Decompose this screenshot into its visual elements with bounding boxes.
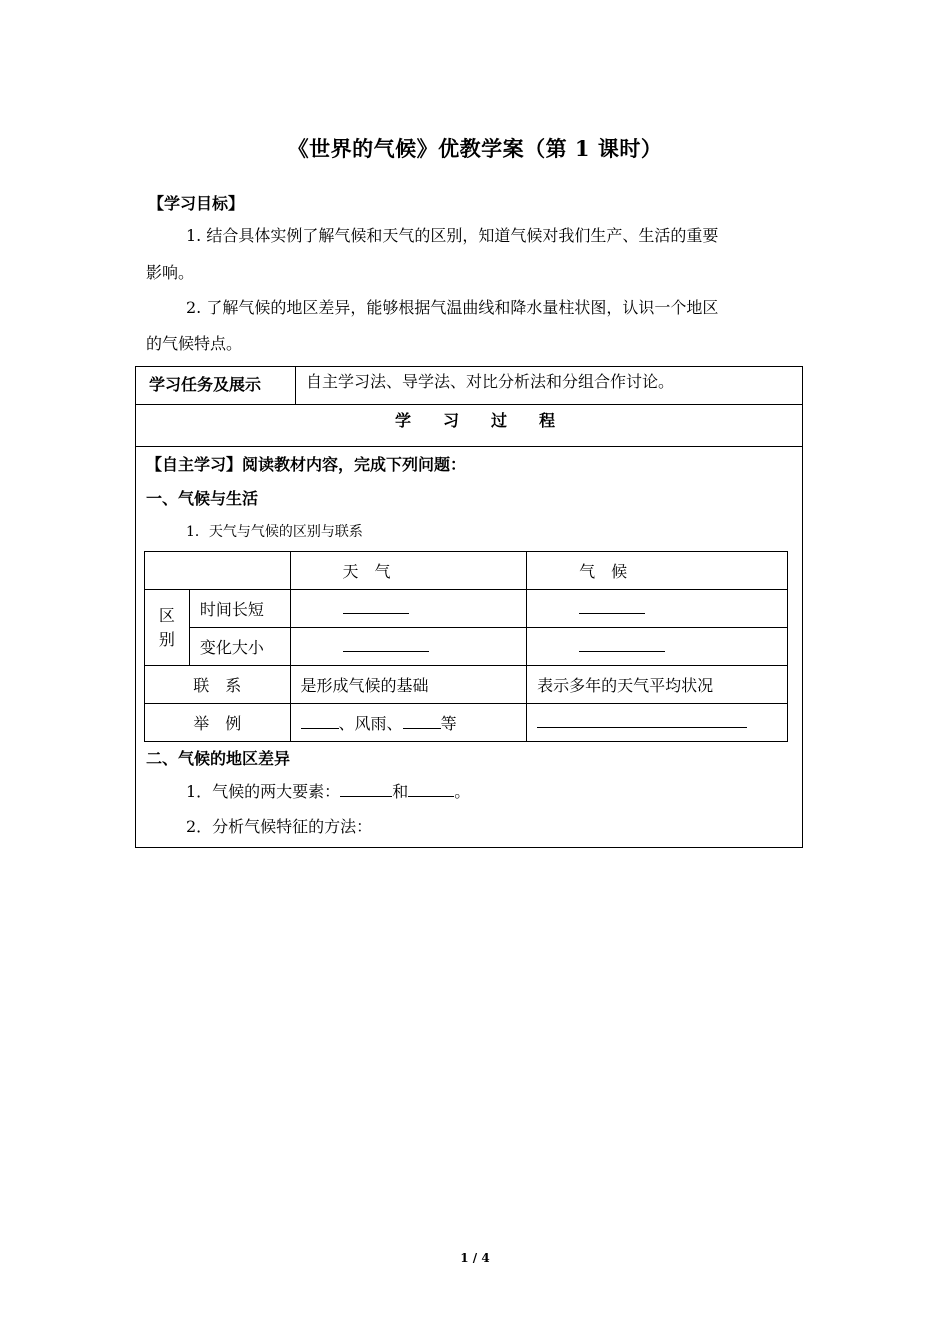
difference-group-label [145, 590, 190, 666]
objective-2-line2: 的气候特点。 [146, 334, 243, 353]
task-value: 自主学习法、导学法、对比分析法和分组合作讨论。 [306, 372, 675, 391]
task-label: 学习任务及展示 [149, 375, 262, 394]
row-change-label: 变化大小 [189, 628, 290, 666]
example-weather-cell [290, 704, 527, 742]
section-2-item-2: 2．分析气候特征的方法： [186, 817, 373, 836]
objective-2-line1: 2. 了解气候的地区差异，能够根据气温曲线和降水量柱状图，认识一个地区 [186, 298, 719, 317]
element-blank-1[interactable] [340, 782, 392, 797]
element-blank-2[interactable] [408, 782, 454, 797]
example-climate-cell [527, 704, 788, 742]
section-2-item-1 [186, 782, 470, 802]
table-row [145, 666, 788, 704]
frame-left [135, 366, 136, 848]
table-header-row [145, 552, 788, 590]
table-row [145, 590, 788, 628]
example-sep-2: 等 [440, 714, 457, 733]
objective-1-line2: 影响。 [146, 263, 195, 282]
change-weather-blank[interactable] [343, 637, 429, 652]
objectives-heading: 【学习目标】 [148, 194, 245, 213]
weather-climate-table [144, 551, 788, 742]
frame-top [135, 366, 803, 367]
time-climate-blank[interactable] [579, 599, 645, 614]
difference-label-2: 别 [158, 629, 175, 649]
difference-label-1: 区 [158, 605, 175, 625]
time-climate-cell [527, 590, 788, 628]
frame-right [802, 366, 803, 848]
change-climate-blank[interactable] [579, 637, 665, 652]
frame-bottom [135, 847, 803, 848]
elements-mid: 和 [392, 782, 409, 801]
example-blank-1[interactable] [301, 714, 339, 729]
example-sep-1: 、风雨、 [338, 714, 403, 733]
section-2-heading: 二、气候的地区差异 [146, 749, 291, 768]
time-weather-blank[interactable] [343, 599, 409, 614]
table-row [145, 704, 788, 742]
elements-end: 。 [454, 782, 471, 801]
example-climate-blank[interactable] [537, 713, 747, 728]
time-weather-cell [290, 590, 527, 628]
page-title: 《世界的气候》优教学案（第 1 课时） [287, 136, 663, 161]
frame-task-divider [295, 366, 296, 404]
frame-row-2 [135, 446, 803, 447]
change-weather-cell [290, 628, 527, 666]
row-link-label: 联 系 [145, 666, 291, 704]
section-1-heading: 一、气候与生活 [146, 489, 259, 508]
row-example-label: 举 例 [145, 704, 291, 742]
self-study-heading: 【自主学习】阅读教材内容，完成下列问题： [146, 455, 467, 474]
process-heading: 学 习 过 程 [394, 411, 555, 430]
row-time-label: 时间长短 [189, 590, 290, 628]
change-climate-cell [527, 628, 788, 666]
table-row [145, 628, 788, 666]
example-blank-2[interactable] [403, 714, 441, 729]
elements-prefix: 1．气候的两大要素： [186, 782, 341, 801]
page-number: 1 / 4 [460, 1251, 490, 1265]
col-weather: 天 气 [290, 552, 527, 590]
frame-row-1 [135, 404, 803, 405]
objective-1-line1: 1. 结合具体实例了解气候和天气的区别，知道气候对我们生产、生活的重要 [186, 226, 719, 245]
section-1-item-1: 1．天气与气候的区别与联系 [186, 524, 363, 540]
col-climate: 气 候 [527, 552, 788, 590]
table-corner-cell [145, 552, 291, 590]
link-weather: 是形成气候的基础 [290, 666, 527, 704]
link-climate: 表示多年的天气平均状况 [527, 666, 788, 704]
